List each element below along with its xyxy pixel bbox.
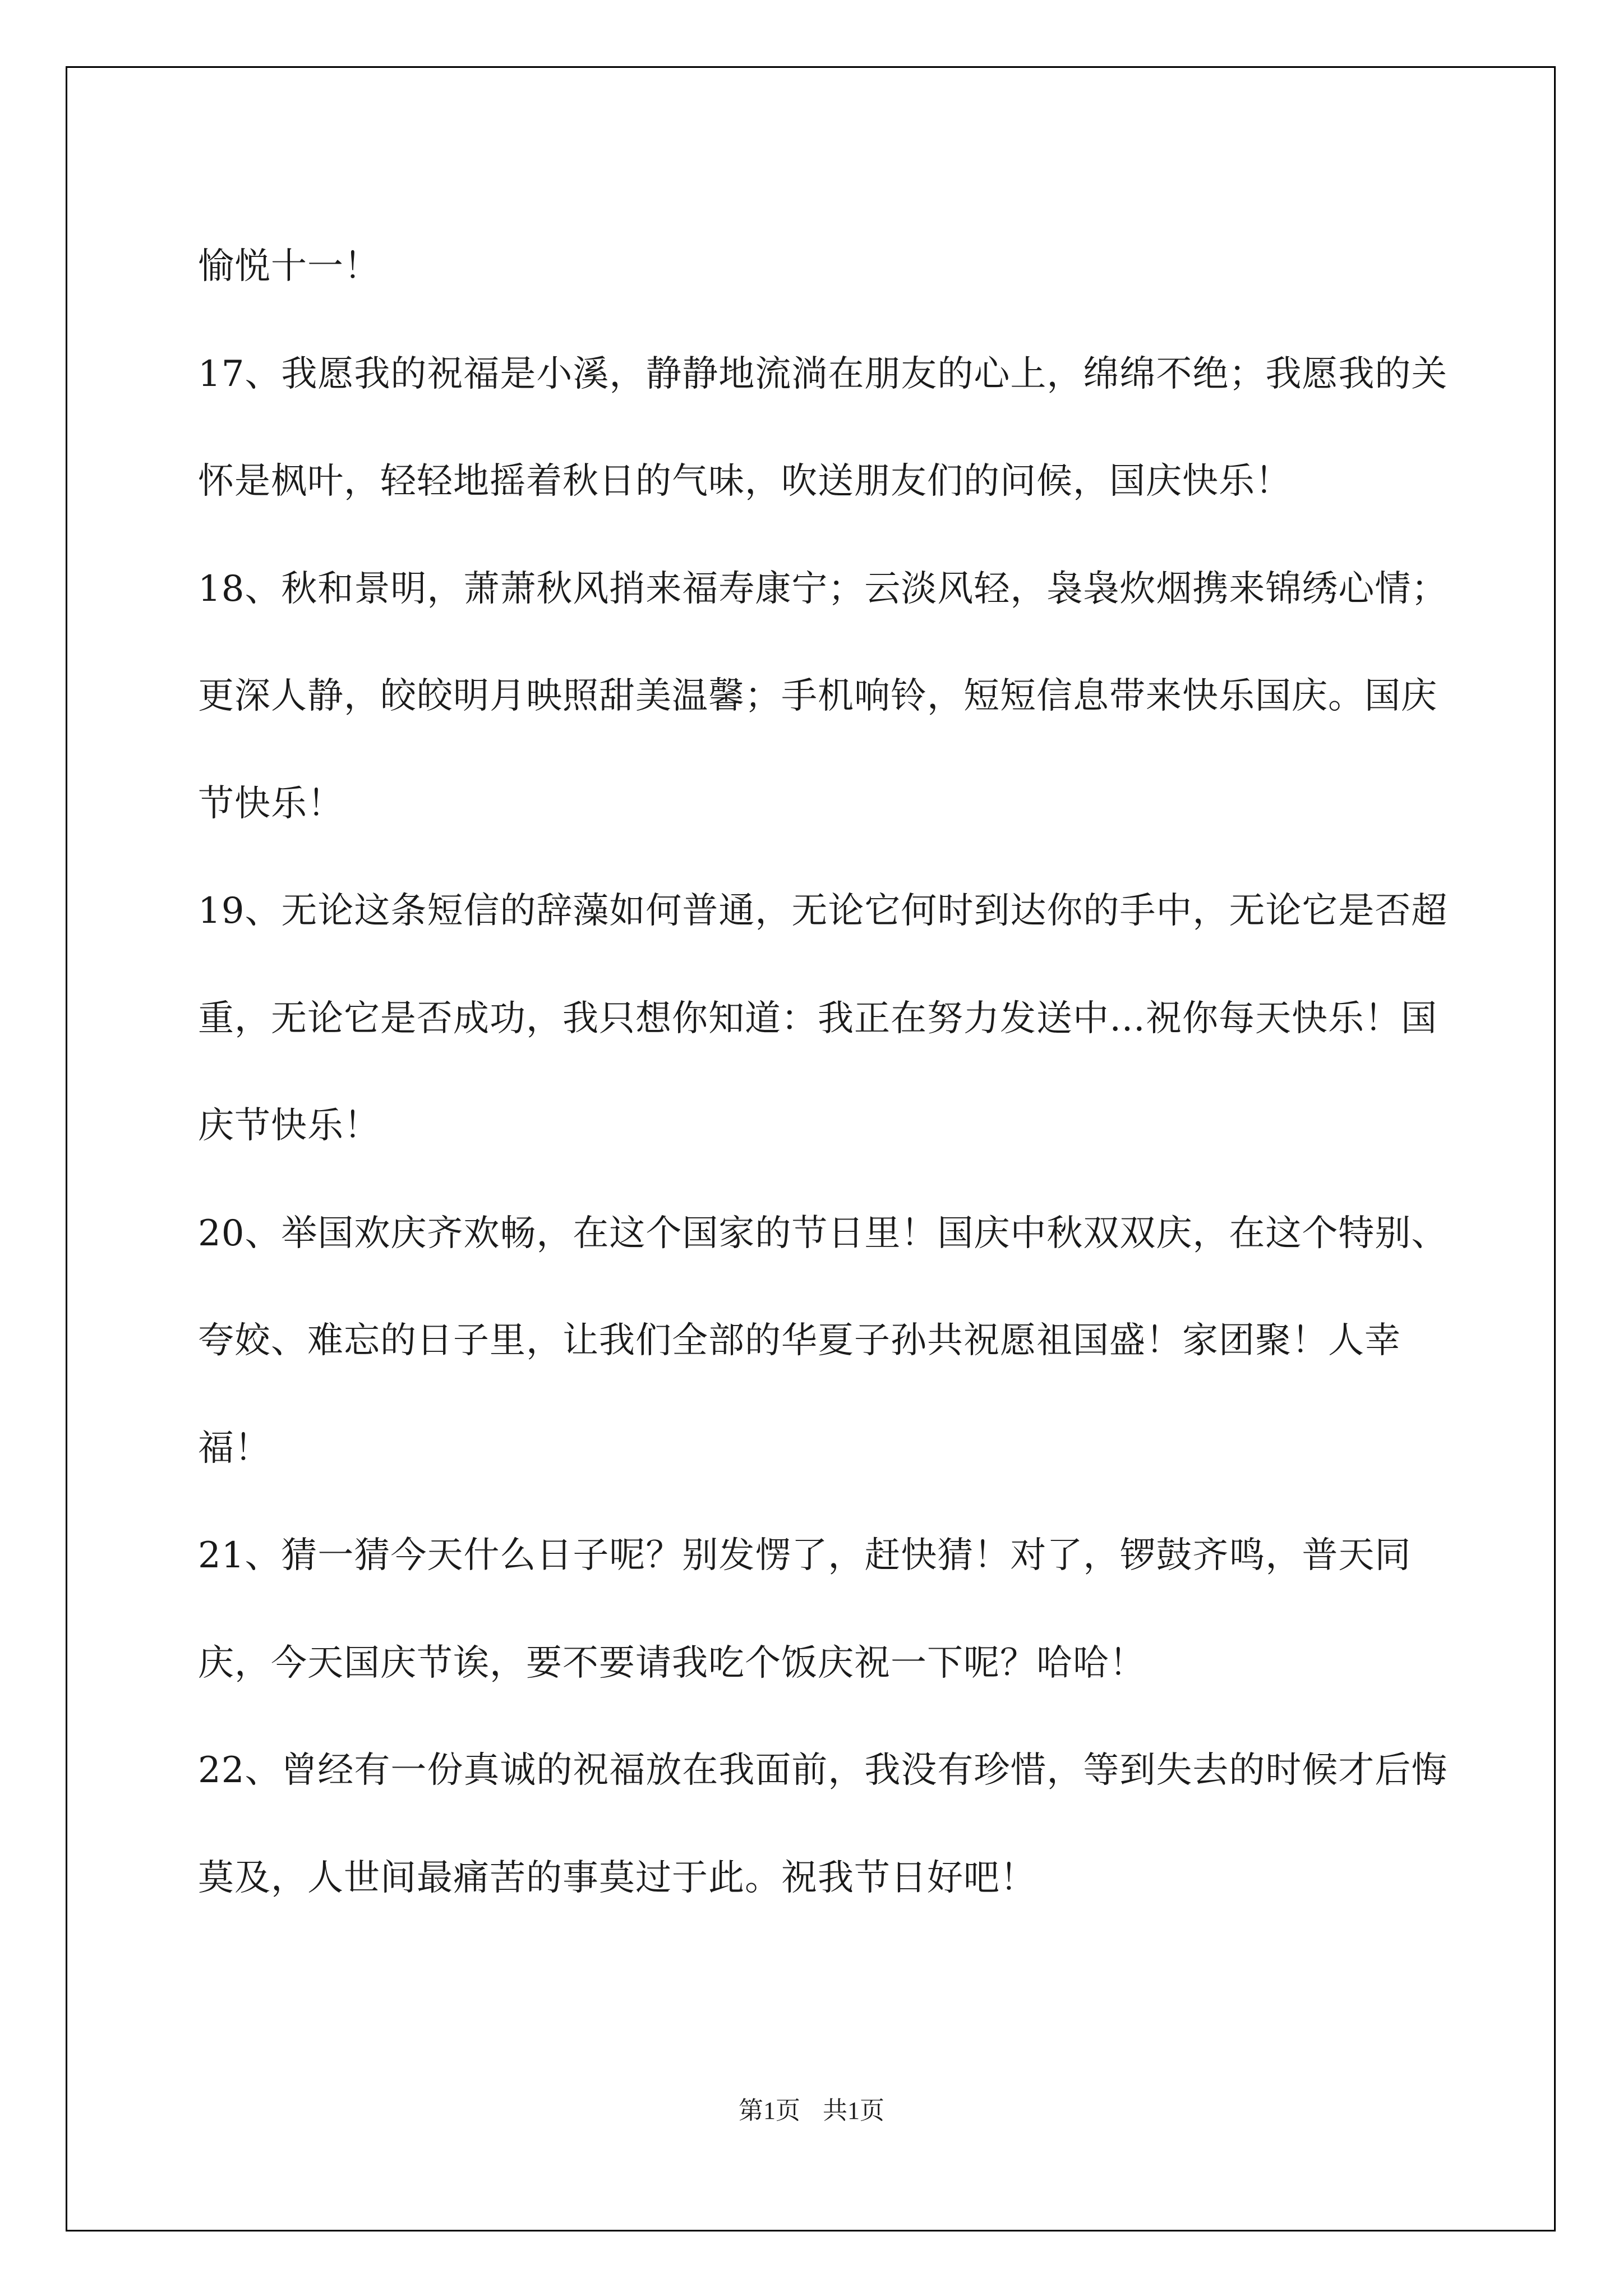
page-total: 共1页: [823, 2097, 884, 2124]
paragraph-22: 22、曾经有一份真诚的祝福放在我面前，我没有珍惜，等到失去的时候才后悔莫及，人世间最痛苦的事莫过于此。祝我节日好吧！: [198, 1750, 1448, 1899]
paragraph-21: 21、猜一猜今天什么日子呢？别发愣了，赶快猜！对了，锣鼓齐鸣，普天同庆，今天国庆节诶，要不要请我吃个饭庆祝一下呢？哈哈！: [198, 1535, 1412, 1684]
document-body: [198, 213, 1454, 1932]
page-number: 第1页: [739, 2097, 800, 2124]
paragraph-18: 18、秋和景明，萧萧秋风捎来福寿康宁；云淡风轻，袅袅炊烟携来锦绣心情；更深人静，皎皎明月映照甜美温馨；手机响铃，短短信息带来快乐国庆。国庆节快乐！: [198, 568, 1448, 825]
paragraph-17: 17、我愿我的祝福是小溪，静静地流淌在朋友的心上，绵绵不绝；我愿我的关怀是枫叶，轻轻地摇着秋日的气味，吹送朋友们的问候，国庆快乐！: [198, 353, 1448, 502]
paragraph-20: 20、举国欢庆齐欢畅，在这个国家的节日里！国庆中秋双双庆，在这个特别、夸姣、难忘的日子里，让我们全部的华夏子孙共祝愿祖国盛！家团聚！人幸福！: [198, 1212, 1448, 1469]
page-footer: [0, 2090, 1623, 2126]
paragraph-19: 19、无论这条短信的辞藻如何普通，无论它何时到达你的手中，无论它是否超重，无论它是否成功，我只想你知道：我正在努力发送中…祝你每天快乐！国庆节快乐！: [198, 890, 1448, 1147]
paragraph-continuation: 愉悦十一！: [198, 246, 380, 287]
